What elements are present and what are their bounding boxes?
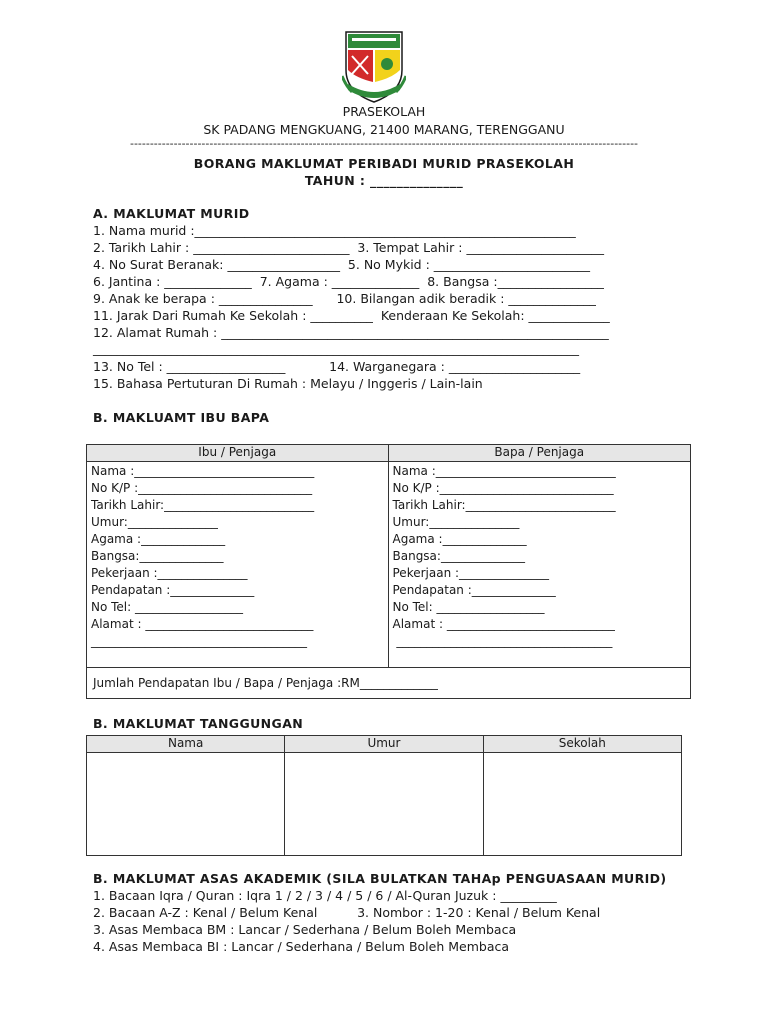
academic-line: 4. Asas Membaca BI : Lancar / Sederhana / Belum Boleh Membaca bbox=[93, 939, 510, 954]
dependent-school-header: Sekolah bbox=[483, 736, 681, 753]
father-column-header: Bapa / Penjaga bbox=[388, 445, 691, 462]
father-field-line: Nama :______________________________ bbox=[392, 464, 616, 478]
mother-field-line: Nama :______________________________ bbox=[91, 464, 315, 478]
father-field-line: Agama :______________ bbox=[392, 532, 527, 546]
form-year: TAHUN : ______________ bbox=[304, 173, 464, 188]
father-field-line: Umur:_______________ bbox=[392, 515, 520, 529]
father-field-line: Alamat : ____________________________ bbox=[392, 617, 615, 631]
student-field-line: 9. Anak ke berapa : _______________ 10. Bilangan adik beradik : ______________ bbox=[93, 291, 596, 306]
mother-details-cell bbox=[87, 462, 389, 668]
academic-line: 3. Asas Membaca BM : Lancar / Sederhana / Belum Boleh Membaca bbox=[93, 922, 517, 937]
mother-field-line: Pekerjaan :_______________ bbox=[91, 566, 248, 580]
mother-field-line: Agama :______________ bbox=[91, 532, 226, 546]
mother-field-line: No K/P :_____________________________ bbox=[91, 481, 313, 495]
mother-field-line: Bangsa:______________ bbox=[91, 549, 224, 563]
father-field-line: No Tel: __________________ bbox=[392, 600, 545, 614]
academic-line: 1. Bacaan Iqra / Quran : Iqra 1 / 2 / 3 / 4 / 5 / 6 / Al-Quran Juzuk : _________ bbox=[93, 888, 557, 903]
father-field-line: Pendapatan :______________ bbox=[392, 583, 556, 597]
total-income-cell bbox=[87, 668, 691, 699]
school-crest-logo bbox=[342, 26, 406, 106]
student-field-line: 11. Jarak Dari Rumah Ke Sekolah : __________ Kenderaan Ke Sekolah: _____________ bbox=[93, 308, 610, 323]
student-field-line: 1. Nama murid :_____________________________________________________________ bbox=[93, 223, 576, 238]
dependent-name-cell bbox=[87, 753, 285, 856]
mother-field-line: Umur:_______________ bbox=[91, 515, 218, 529]
dependents-table bbox=[86, 735, 682, 856]
student-field-line: 12. Alamat Rumah : ______________________________________________________________ bbox=[93, 325, 609, 340]
form-title: BORANG MAKLUMAT PERIBADI MURID PRASEKOLAH bbox=[193, 156, 575, 171]
section-c-heading: B. MAKLUMAT TANGGUNGAN bbox=[93, 716, 304, 731]
mother-field-line: ____________________________________ bbox=[91, 634, 307, 648]
total-income-line: Jumlah Pendapatan Ibu / Bapa / Penjaga :RM_____________ bbox=[93, 675, 438, 690]
header-rule: -------------------------------------------------------------------------------------------------------------------------------- bbox=[129, 137, 639, 150]
school-type: PRASEKOLAH bbox=[342, 104, 426, 119]
mother-field-line: Tarikh Lahir:_________________________ bbox=[91, 498, 315, 512]
dependent-school-cell bbox=[483, 753, 681, 856]
father-field-line: No K/P :_____________________________ bbox=[392, 481, 614, 495]
father-field-line: Pekerjaan :_______________ bbox=[392, 566, 550, 580]
mother-field-line: Alamat : ____________________________ bbox=[91, 617, 314, 631]
parents-table bbox=[86, 444, 691, 699]
father-details-cell bbox=[388, 462, 691, 668]
section-b-heading: B. MAKLUAMT IBU BAPA bbox=[93, 410, 270, 425]
academic-line: 2. Bacaan A-Z : Kenal / Belum Kenal 3. Nombor : 1-20 : Kenal / Belum Kenal bbox=[93, 905, 601, 920]
father-field-line: Tarikh Lahir:_________________________ bbox=[392, 498, 616, 512]
dependent-name-header: Nama bbox=[87, 736, 285, 753]
father-field-line: ____________________________________ bbox=[392, 634, 613, 648]
section-a-heading: A. MAKLUMAT MURID bbox=[93, 206, 250, 221]
mother-field-line: Pendapatan :______________ bbox=[91, 583, 255, 597]
student-field-line: 2. Tarikh Lahir : _________________________ 3. Tempat Lahir : ______________________ bbox=[93, 240, 604, 255]
dependent-age-header: Umur bbox=[285, 736, 483, 753]
father-field-line: Bangsa:______________ bbox=[392, 549, 525, 563]
student-field-line: 13. No Tel : ___________________ 14. Warganegara : _____________________ bbox=[93, 359, 581, 374]
student-field-line: 4. No Surat Beranak: __________________ 5. No Mykid : _________________________ bbox=[93, 257, 591, 272]
mother-column-header: Ibu / Penjaga bbox=[87, 445, 389, 462]
student-field-line: 15. Bahasa Pertuturan Di Rumah : Melayu / Inggeris / Lain-lain bbox=[93, 376, 483, 391]
student-field-line: 6. Jantina : ______________ 7. Agama : ______________ 8. Bangsa :_________________ bbox=[93, 274, 604, 289]
mother-field-line: No Tel: __________________ bbox=[91, 600, 243, 614]
dependent-age-cell bbox=[285, 753, 483, 856]
student-field-line: _________________________________________________________________________________ bbox=[93, 342, 579, 356]
school-address: SK PADANG MENGKUANG, 21400 MARANG, TERENGGANU bbox=[203, 122, 565, 137]
section-d-heading: B. MAKLUMAT ASAS AKADEMIK (SILA BULATKAN TAHAp PENGUASAAN MURID) bbox=[93, 871, 667, 886]
